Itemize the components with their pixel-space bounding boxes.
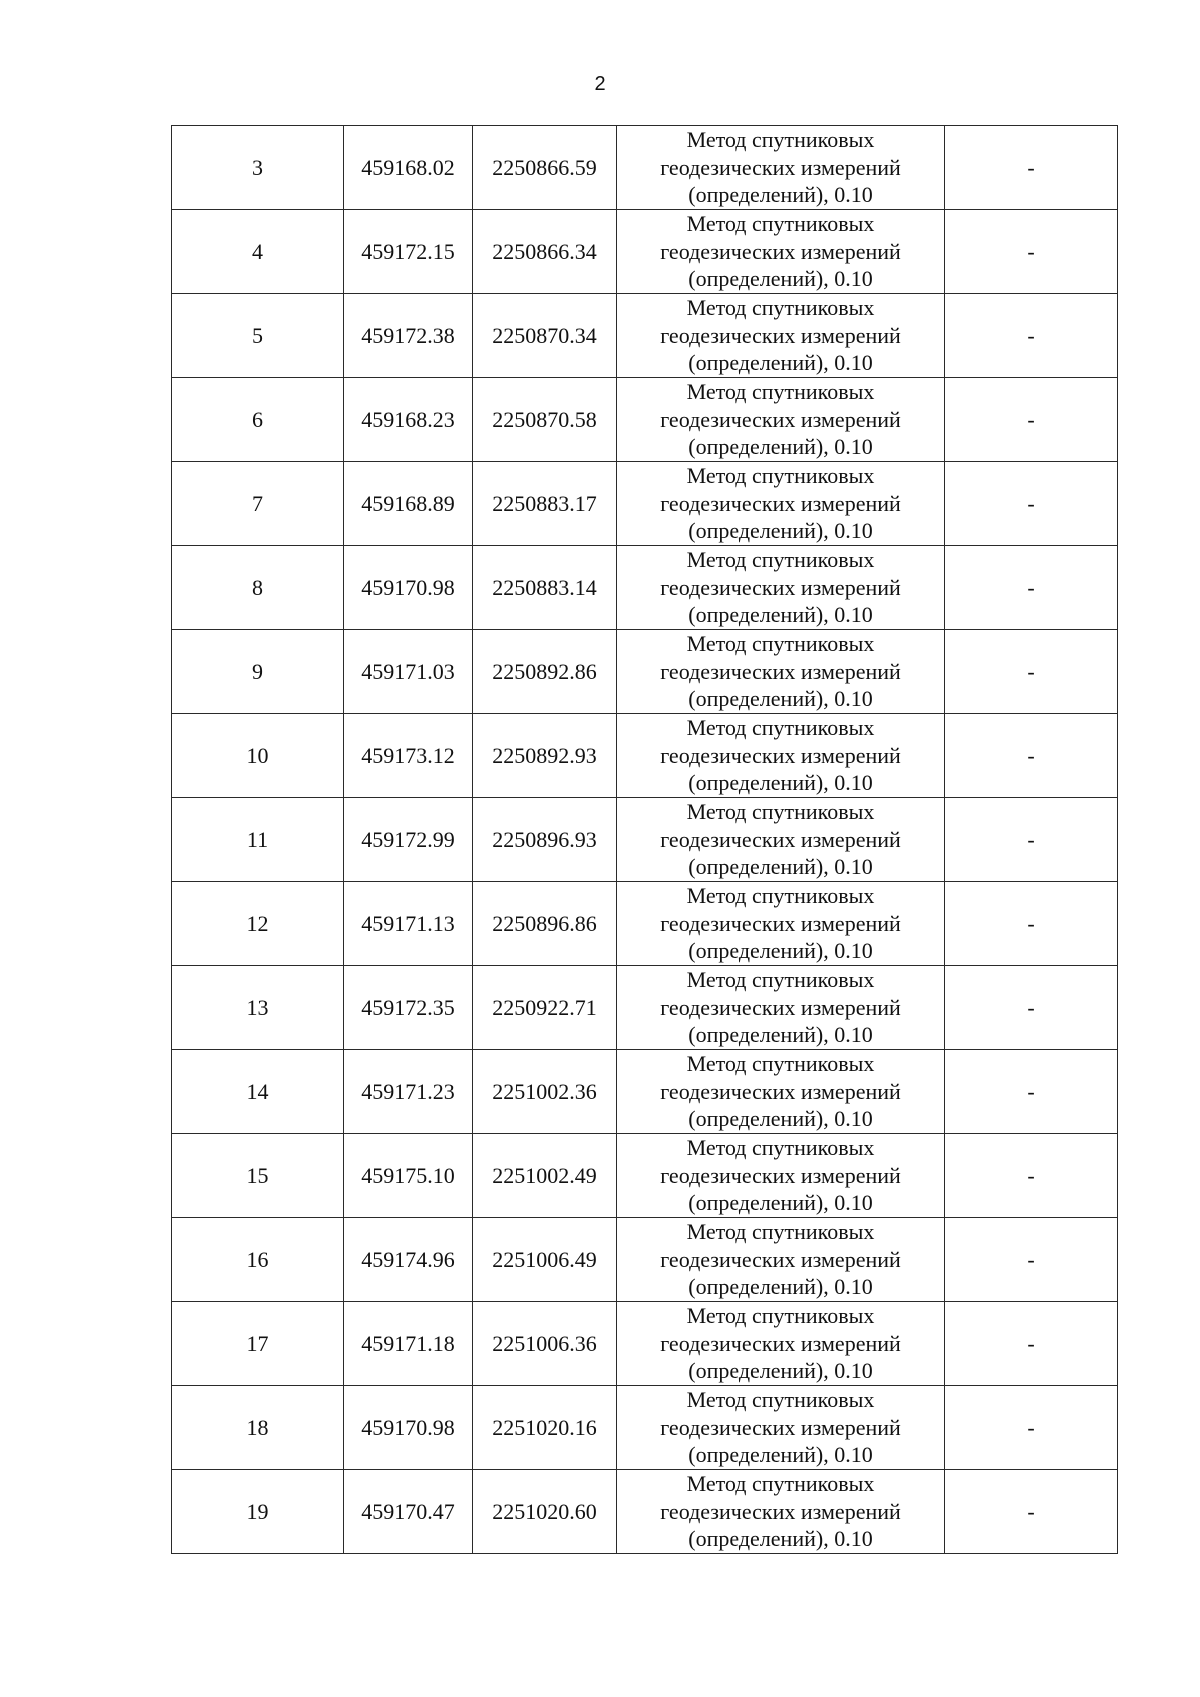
point-number-cell: 10 — [172, 714, 344, 798]
method-accuracy-cell — [617, 126, 945, 210]
method-accuracy-text: Метод спутниковых геодезических измерений (определений), 0.10 — [660, 295, 901, 376]
method-accuracy-cell — [617, 1470, 945, 1554]
method-accuracy-text: Метод спутниковых геодезических измерений (определений), 0.10 — [660, 1219, 901, 1300]
point-number-cell: 5 — [172, 294, 344, 378]
coordinate-y-cell: 2251002.36 — [473, 1050, 617, 1134]
coordinate-x-cell: 459172.35 — [344, 966, 473, 1050]
method-accuracy-cell — [617, 546, 945, 630]
point-number-cell: 9 — [172, 630, 344, 714]
coordinate-y-cell: 2250896.93 — [473, 798, 617, 882]
note-cell: - — [945, 1050, 1118, 1134]
note-cell: - — [945, 210, 1118, 294]
coordinate-x-cell: 459174.96 — [344, 1218, 473, 1302]
method-accuracy-cell — [617, 630, 945, 714]
table-row — [172, 1470, 1118, 1554]
method-accuracy-cell — [617, 1302, 945, 1386]
point-number-cell: 17 — [172, 1302, 344, 1386]
note-cell: - — [945, 462, 1118, 546]
table-row — [172, 1218, 1118, 1302]
note-cell: - — [945, 882, 1118, 966]
point-number-cell: 3 — [172, 126, 344, 210]
method-accuracy-text: Метод спутниковых геодезических измерений (определений), 0.10 — [660, 1303, 901, 1384]
note-cell: - — [945, 798, 1118, 882]
coordinate-y-cell: 2251006.36 — [473, 1302, 617, 1386]
coordinate-y-cell: 2250866.34 — [473, 210, 617, 294]
method-accuracy-text: Метод спутниковых геодезических измерений (определений), 0.10 — [660, 463, 901, 544]
point-number-cell: 4 — [172, 210, 344, 294]
table-row — [172, 1386, 1118, 1470]
note-cell: - — [945, 294, 1118, 378]
note-cell: - — [945, 1302, 1118, 1386]
method-accuracy-cell — [617, 1134, 945, 1218]
method-accuracy-text: Метод спутниковых геодезических измерений (определений), 0.10 — [660, 967, 901, 1048]
table-row — [172, 1050, 1118, 1134]
note-cell: - — [945, 630, 1118, 714]
coordinate-y-cell: 2251020.16 — [473, 1386, 617, 1470]
coordinate-x-cell: 459170.47 — [344, 1470, 473, 1554]
note-cell: - — [945, 1134, 1118, 1218]
coordinate-x-cell: 459173.12 — [344, 714, 473, 798]
method-accuracy-text: Метод спутниковых геодезических измерений (определений), 0.10 — [660, 715, 901, 796]
method-accuracy-cell — [617, 294, 945, 378]
table-row — [172, 798, 1118, 882]
coordinate-x-cell: 459170.98 — [344, 1386, 473, 1470]
coordinate-y-cell: 2250892.86 — [473, 630, 617, 714]
method-accuracy-cell — [617, 210, 945, 294]
coordinate-y-cell: 2250870.58 — [473, 378, 617, 462]
point-number-cell: 13 — [172, 966, 344, 1050]
note-cell: - — [945, 1386, 1118, 1470]
method-accuracy-text: Метод спутниковых геодезических измерений (определений), 0.10 — [660, 631, 901, 712]
table-row — [172, 378, 1118, 462]
coordinate-y-cell: 2250866.59 — [473, 126, 617, 210]
point-number-cell: 16 — [172, 1218, 344, 1302]
coordinate-y-cell: 2250870.34 — [473, 294, 617, 378]
table-row — [172, 294, 1118, 378]
method-accuracy-cell — [617, 966, 945, 1050]
note-cell: - — [945, 714, 1118, 798]
method-accuracy-cell — [617, 462, 945, 546]
coordinates-table-body — [172, 126, 1118, 1554]
coordinate-x-cell: 459172.38 — [344, 294, 473, 378]
note-cell: - — [945, 126, 1118, 210]
coordinate-x-cell: 459172.15 — [344, 210, 473, 294]
method-accuracy-cell — [617, 1386, 945, 1470]
method-accuracy-text: Метод спутниковых геодезических измерений (определений), 0.10 — [660, 883, 901, 964]
method-accuracy-cell — [617, 1218, 945, 1302]
method-accuracy-cell — [617, 882, 945, 966]
coordinates-table — [171, 125, 1118, 1554]
coordinate-x-cell: 459168.02 — [344, 126, 473, 210]
table-row — [172, 462, 1118, 546]
coordinate-y-cell: 2250922.71 — [473, 966, 617, 1050]
method-accuracy-text: Метод спутниковых геодезических измерений (определений), 0.10 — [660, 127, 901, 208]
note-cell: - — [945, 1470, 1118, 1554]
coordinate-y-cell: 2250883.14 — [473, 546, 617, 630]
method-accuracy-text: Метод спутниковых геодезических измерений (определений), 0.10 — [660, 211, 901, 292]
coordinate-x-cell: 459171.18 — [344, 1302, 473, 1386]
coordinate-x-cell: 459168.23 — [344, 378, 473, 462]
method-accuracy-text: Метод спутниковых геодезических измерений (определений), 0.10 — [660, 799, 901, 880]
note-cell: - — [945, 966, 1118, 1050]
method-accuracy-cell — [617, 714, 945, 798]
coordinate-y-cell: 2251002.49 — [473, 1134, 617, 1218]
table-row — [172, 966, 1118, 1050]
table-row — [172, 1302, 1118, 1386]
table-row — [172, 1134, 1118, 1218]
coordinate-x-cell: 459168.89 — [344, 462, 473, 546]
point-number-cell: 11 — [172, 798, 344, 882]
coordinate-x-cell: 459170.98 — [344, 546, 473, 630]
coordinate-x-cell: 459171.03 — [344, 630, 473, 714]
method-accuracy-cell — [617, 378, 945, 462]
coordinate-x-cell: 459172.99 — [344, 798, 473, 882]
table-row — [172, 126, 1118, 210]
method-accuracy-text: Метод спутниковых геодезических измерений (определений), 0.10 — [660, 1051, 901, 1132]
table-row — [172, 546, 1118, 630]
table-row — [172, 210, 1118, 294]
coordinate-y-cell: 2251006.49 — [473, 1218, 617, 1302]
note-cell: - — [945, 1218, 1118, 1302]
point-number-cell: 19 — [172, 1470, 344, 1554]
method-accuracy-text: Метод спутниковых геодезических измерений (определений), 0.10 — [660, 1135, 901, 1216]
coordinate-x-cell: 459171.13 — [344, 882, 473, 966]
point-number-cell: 15 — [172, 1134, 344, 1218]
coordinate-y-cell: 2250896.86 — [473, 882, 617, 966]
method-accuracy-cell — [617, 798, 945, 882]
point-number-cell: 14 — [172, 1050, 344, 1134]
table-row — [172, 714, 1118, 798]
point-number-cell: 18 — [172, 1386, 344, 1470]
point-number-cell: 6 — [172, 378, 344, 462]
coordinate-y-cell: 2250892.93 — [473, 714, 617, 798]
coordinate-x-cell: 459171.23 — [344, 1050, 473, 1134]
point-number-cell: 8 — [172, 546, 344, 630]
table-row — [172, 882, 1118, 966]
note-cell: - — [945, 378, 1118, 462]
method-accuracy-text: Метод спутниковых геодезических измерений (определений), 0.10 — [660, 1471, 901, 1552]
method-accuracy-cell — [617, 1050, 945, 1134]
note-cell: - — [945, 546, 1118, 630]
page-number: 2 — [594, 73, 606, 95]
method-accuracy-text: Метод спутниковых геодезических измерений (определений), 0.10 — [660, 1387, 901, 1468]
coordinate-x-cell: 459175.10 — [344, 1134, 473, 1218]
method-accuracy-text: Метод спутниковых геодезических измерений (определений), 0.10 — [660, 379, 901, 460]
coordinate-y-cell: 2250883.17 — [473, 462, 617, 546]
table-row — [172, 630, 1118, 714]
point-number-cell: 12 — [172, 882, 344, 966]
coordinate-y-cell: 2251020.60 — [473, 1470, 617, 1554]
method-accuracy-text: Метод спутниковых геодезических измерений (определений), 0.10 — [660, 547, 901, 628]
point-number-cell: 7 — [172, 462, 344, 546]
